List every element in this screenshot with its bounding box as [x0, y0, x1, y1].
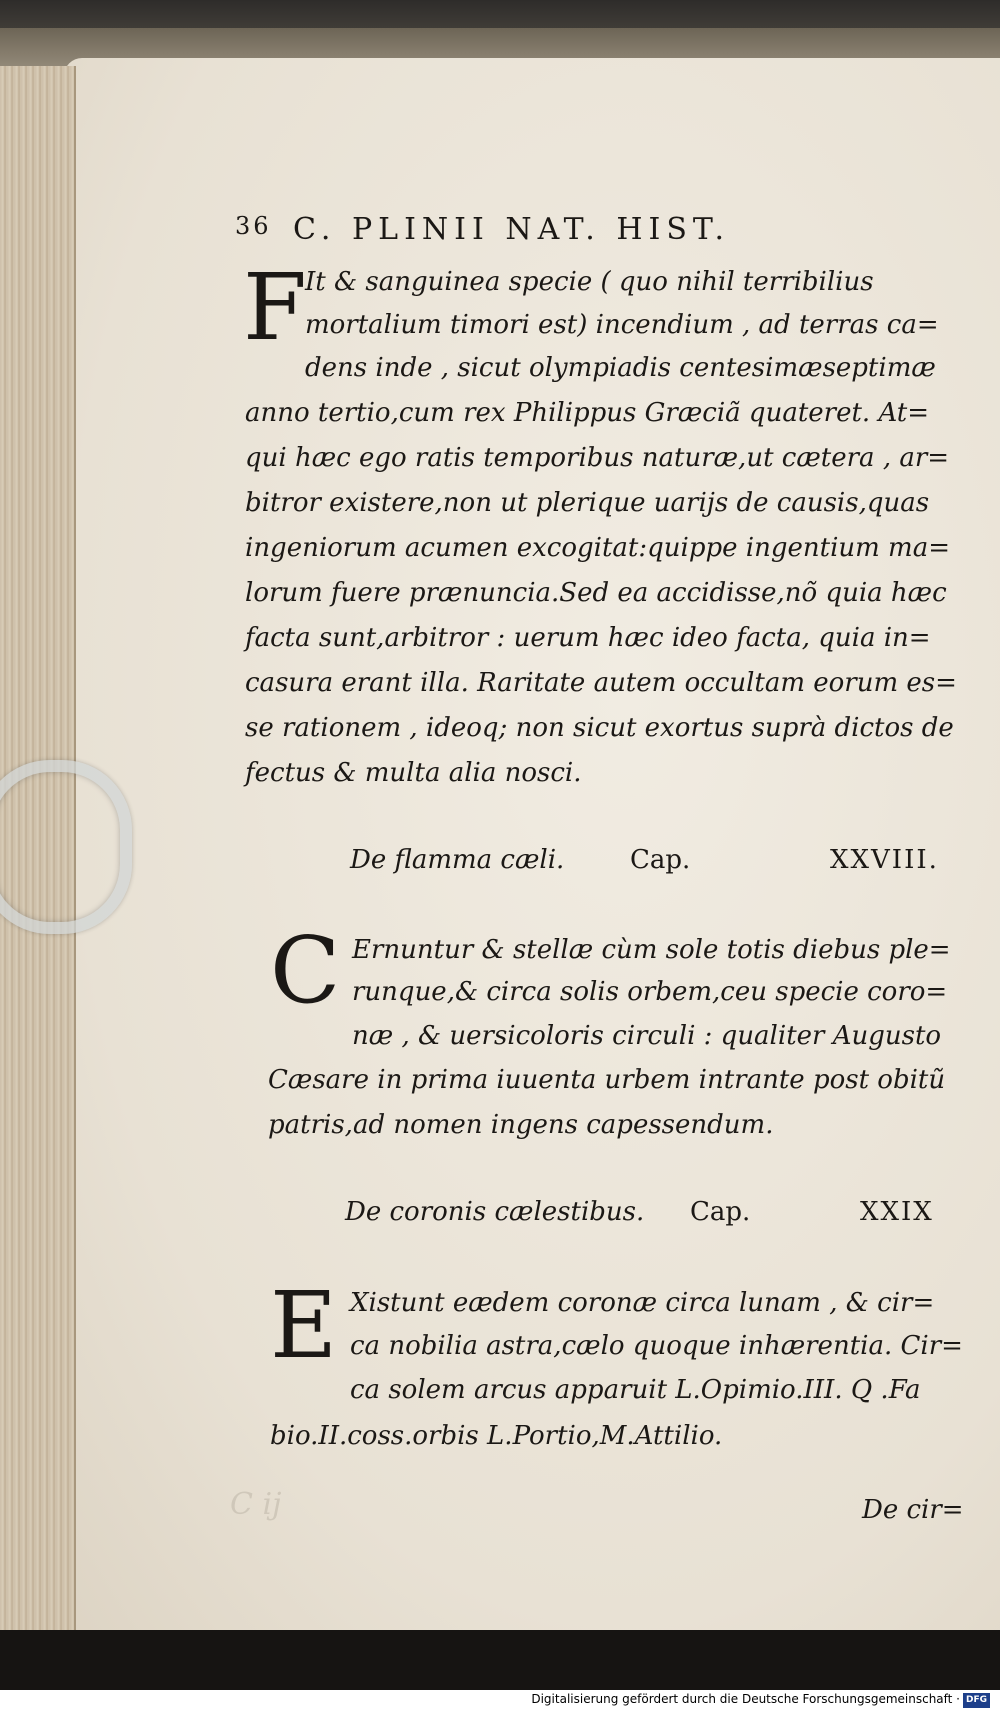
chapter-title: De coronis cælestibus. — [345, 1197, 645, 1227]
dfg-logo[interactable]: DFG — [963, 1693, 990, 1708]
text-line: se rationem , ideoq; non sicut exortus suprà dictos de — [245, 713, 954, 743]
text-line: casura erant illa. Raritate autem occultam eorum es= — [245, 668, 957, 698]
text-line: facta sunt,arbitror : uerum hæc ideo facta, quia in= — [245, 623, 931, 653]
chapter-number: XXIX — [860, 1197, 934, 1227]
bleed-through-text: C ij — [230, 1487, 282, 1522]
catchword: De cir= — [862, 1495, 964, 1525]
chapter-heading — [350, 838, 960, 882]
text-line: dens inde , sicut olympiadis centesimæseptimæ — [305, 353, 936, 383]
text-line: anno tertio,cum rex Philippus Græciã quateret. At= — [245, 398, 929, 428]
page-header — [235, 212, 855, 262]
text-line: Cæsare in prima iuuenta urbem intrante post obitũ — [268, 1065, 946, 1095]
text-line: ca nobilia astra,cælo quoque inhærentia. Cir= — [350, 1331, 963, 1361]
text-line: bio.II.coss.orbis L.Portio,M.Attilio. — [270, 1421, 723, 1451]
text-line: It & sanguinea specie ( quo nihil terribilius — [305, 267, 874, 297]
drop-cap-f: F — [243, 254, 307, 361]
chapter-heading — [345, 1190, 960, 1234]
chapter-title: De flamma cæli. — [350, 845, 565, 875]
text-line: bitror existere,non ut plerique uarijs de causis,quas — [245, 488, 930, 518]
paper-clip — [0, 760, 132, 934]
text-line: Xistunt eædem coronæ circa lunam , & cir= — [350, 1288, 935, 1318]
drop-cap-e: E — [270, 1272, 338, 1379]
text-line: næ , & uersicoloris circuli : qualiter Augusto — [352, 1021, 942, 1051]
text-line: fectus & multa alia nosci. — [245, 758, 582, 788]
text-line: runque,& circa solis orbem,ceu specie coro= — [352, 977, 948, 1007]
text-line: ca solem arcus apparuit L.Opimio.III. Q .Fa — [350, 1375, 921, 1405]
chapter-number: XXVIII. — [830, 845, 939, 875]
drop-cap-c: C — [270, 917, 341, 1024]
chapter-label: Cap. — [690, 1197, 751, 1227]
scan-bottom-border — [0, 1630, 1000, 1690]
chapter-label: Cap. — [630, 845, 691, 875]
text-line: qui hæc ego ratis temporibus naturæ,ut cætera , ar= — [245, 443, 950, 473]
page-number: 36 — [235, 212, 272, 240]
text-line: ingeniorum acumen excogitat:quippe ingentium ma= — [245, 533, 950, 563]
footer-credit: Digitalisierung gefördert durch die Deutsche Forschungsgemeinschaft · — [531, 1692, 960, 1706]
footer-bar — [0, 1690, 1000, 1712]
text-line: mortalium timori est) incendium , ad terras ca= — [305, 310, 939, 340]
running-head: C. PLINII NAT. HIST. — [293, 212, 731, 247]
text-line: Ernuntur & stellæ cùm sole totis diebus ple= — [352, 935, 951, 965]
text-line: patris,ad nomen ingens capessendum. — [268, 1110, 774, 1140]
text-line: lorum fuere prænuncia.Sed ea accidisse,nõ quia hæc — [245, 578, 947, 608]
